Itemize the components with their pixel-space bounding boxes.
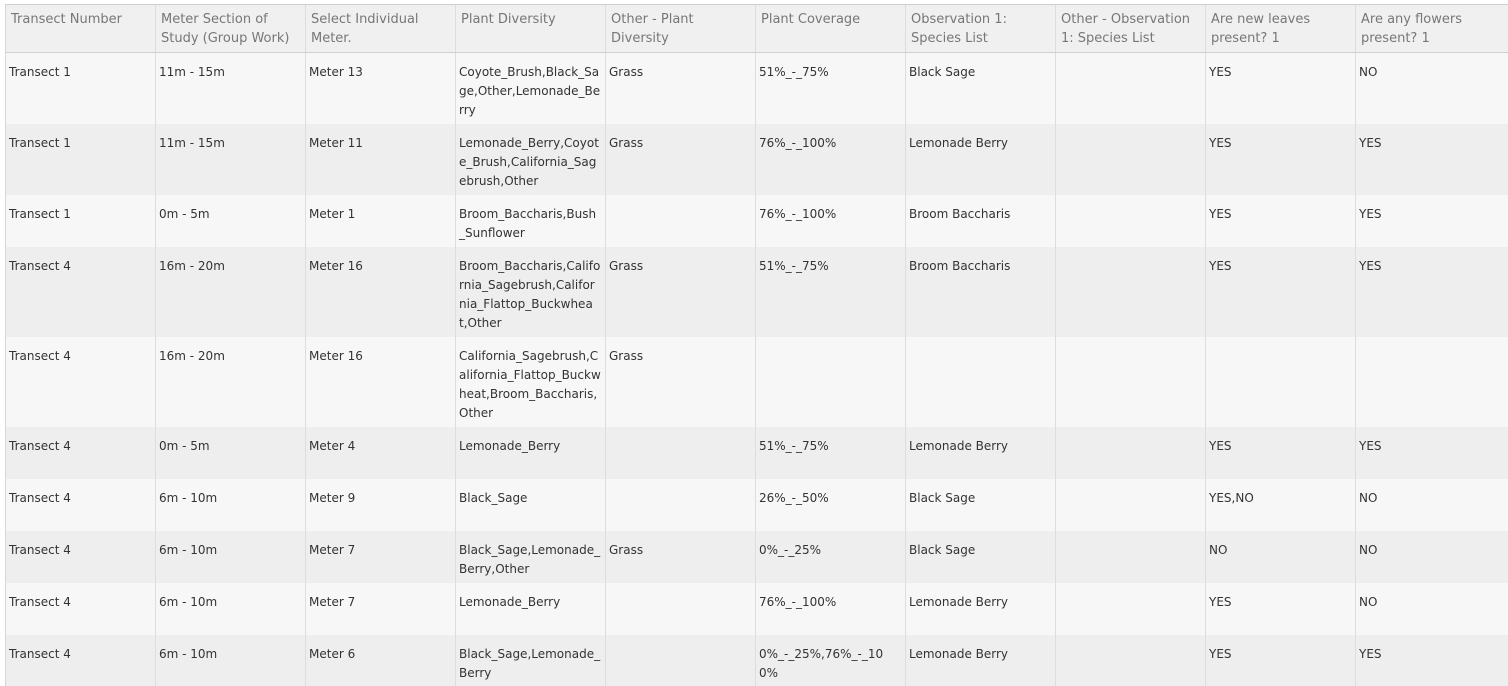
table-cell bbox=[1056, 53, 1206, 124]
table-cell: Broom_Baccharis,California_Sagebrush,California_Flattop_Buckwheat,Other bbox=[456, 247, 606, 337]
table-cell: Meter 11 bbox=[306, 124, 456, 195]
table-cell bbox=[606, 479, 756, 531]
table-cell: Coyote_Brush,Black_Sage,Other,Lemonade_Berry bbox=[456, 53, 606, 124]
table-cell: NO bbox=[1359, 65, 1378, 79]
table-cell bbox=[1056, 583, 1206, 635]
table-row[interactable] bbox=[6, 195, 1508, 247]
table-cell: 0%_-_25% bbox=[756, 531, 906, 583]
column-header-species-list[interactable]: Observation 1: Species List bbox=[906, 5, 1056, 52]
table-cell: Meter 13 bbox=[306, 53, 456, 124]
table-cell: YES bbox=[1359, 136, 1382, 150]
table-cell: YES bbox=[1206, 583, 1356, 635]
table-cell bbox=[1056, 427, 1206, 479]
table-cell: Black_Sage bbox=[456, 479, 606, 531]
table-cell: 6m - 10m bbox=[156, 531, 306, 583]
table-cell: 6m - 10m bbox=[156, 583, 306, 635]
table-cell: Meter 7 bbox=[306, 583, 456, 635]
table-cell: 11m - 15m bbox=[156, 124, 306, 195]
table-cell: Meter 16 bbox=[306, 247, 456, 337]
table-cell: Lemonade_Berry bbox=[456, 583, 606, 635]
table-cell: 51%_-_75% bbox=[756, 53, 906, 124]
table-cell: 76%_-_100% bbox=[756, 124, 906, 195]
table-row[interactable] bbox=[6, 53, 1508, 124]
table-row[interactable] bbox=[6, 635, 1508, 686]
table-cell bbox=[1056, 337, 1206, 427]
table-cell: Transect 4 bbox=[6, 337, 156, 427]
table-cell: Lemonade Berry bbox=[906, 124, 1056, 195]
column-header-other-plant-diversity[interactable]: Other - Plant Diversity bbox=[606, 5, 756, 52]
table-cell bbox=[1056, 247, 1206, 337]
table-cell: 51%_-_75% bbox=[756, 427, 906, 479]
table-cell: YES bbox=[1359, 647, 1382, 661]
table-cell bbox=[1056, 195, 1206, 247]
column-header-other-species-list[interactable]: Other - Observation 1: Species List bbox=[1056, 5, 1206, 52]
table-cell: Black_Sage,Lemonade_Berry,Other bbox=[456, 531, 606, 583]
table-cell: YES bbox=[1206, 427, 1356, 479]
table-cell: YES bbox=[1359, 439, 1382, 453]
table-cell bbox=[1056, 635, 1206, 686]
column-header-individual-meter[interactable]: Select Individual Meter. bbox=[306, 5, 456, 52]
table-cell: NO bbox=[1206, 531, 1356, 583]
table-cell: Lemonade Berry bbox=[906, 635, 1056, 686]
table-cell: Meter 16 bbox=[306, 337, 456, 427]
table-cell: Lemonade Berry bbox=[906, 583, 1056, 635]
table-cell: Transect 4 bbox=[6, 247, 156, 337]
table-cell bbox=[606, 635, 756, 686]
table-cell: 11m - 15m bbox=[156, 53, 306, 124]
table-cell: YES bbox=[1206, 53, 1356, 124]
table-cell: Transect 4 bbox=[6, 531, 156, 583]
table-cell: Grass bbox=[606, 337, 756, 427]
table-cell bbox=[906, 337, 1056, 427]
table-cell: Transect 4 bbox=[6, 479, 156, 531]
table-cell: Transect 4 bbox=[6, 635, 156, 686]
attribute-table bbox=[5, 4, 1508, 686]
table-cell: Grass bbox=[606, 247, 756, 337]
table-cell: California_Sagebrush,California_Flattop_Buckwheat,Broom_Baccharis,Other bbox=[456, 337, 606, 427]
table-cell: Transect 1 bbox=[6, 53, 156, 124]
table-cell: Broom Baccharis bbox=[906, 247, 1056, 337]
table-header-row bbox=[6, 5, 1508, 53]
table-cell: Lemonade Berry bbox=[906, 427, 1056, 479]
table-cell: Lemonade_Berry bbox=[456, 427, 606, 479]
table-cell: 76%_-_100% bbox=[756, 583, 906, 635]
table-cell: 26%_-_50% bbox=[756, 479, 906, 531]
table-cell: 16m - 20m bbox=[156, 247, 306, 337]
table-row[interactable] bbox=[6, 427, 1508, 479]
table-cell: 76%_-_100% bbox=[756, 195, 906, 247]
table-cell: 51%_-_75% bbox=[756, 247, 906, 337]
table-cell: Grass bbox=[606, 124, 756, 195]
table-cell: YES bbox=[1359, 207, 1382, 221]
table-cell: 0m - 5m bbox=[156, 427, 306, 479]
column-header-flowers[interactable]: Are any flowers present? 1 bbox=[1361, 12, 1463, 46]
table-cell bbox=[1206, 337, 1356, 427]
table-cell: Meter 9 bbox=[306, 479, 456, 531]
column-header-plant-diversity[interactable]: Plant Diversity bbox=[456, 5, 606, 52]
table-cell bbox=[606, 195, 756, 247]
table-row[interactable] bbox=[6, 247, 1508, 337]
table-cell: Meter 6 bbox=[306, 635, 456, 686]
table-cell: Meter 4 bbox=[306, 427, 456, 479]
table-cell: Black Sage bbox=[906, 53, 1056, 124]
column-header-new-leaves[interactable]: Are new leaves present? 1 bbox=[1206, 5, 1356, 52]
table-cell: Transect 4 bbox=[6, 583, 156, 635]
table-cell: YES bbox=[1206, 195, 1356, 247]
column-header-meter-section[interactable]: Meter Section of Study (Group Work) bbox=[156, 5, 306, 52]
table-cell: YES bbox=[1206, 124, 1356, 195]
column-header-transect-number[interactable]: Transect Number bbox=[6, 5, 156, 52]
table-cell: Transect 1 bbox=[6, 124, 156, 195]
table-cell: NO bbox=[1359, 491, 1378, 505]
table-cell: Grass bbox=[606, 531, 756, 583]
table-cell: 16m - 20m bbox=[156, 337, 306, 427]
table-cell: NO bbox=[1359, 595, 1378, 609]
table-row[interactable] bbox=[6, 124, 1508, 195]
table-row[interactable] bbox=[6, 583, 1508, 635]
table-cell: 6m - 10m bbox=[156, 635, 306, 686]
table-cell: Black Sage bbox=[906, 531, 1056, 583]
table-cell: Transect 4 bbox=[6, 427, 156, 479]
table-cell: NO bbox=[1359, 543, 1378, 557]
table-cell: 0%_-_25%,76%_-_100% bbox=[756, 635, 906, 686]
table-cell: Meter 1 bbox=[306, 195, 456, 247]
table-cell: YES bbox=[1359, 259, 1382, 273]
table-cell: Black_Sage,Lemonade_Berry bbox=[456, 635, 606, 686]
table-row[interactable] bbox=[6, 531, 1508, 583]
table-cell: YES bbox=[1206, 247, 1356, 337]
table-cell bbox=[1356, 337, 1508, 427]
table-row[interactable] bbox=[6, 337, 1508, 427]
table-cell: Grass bbox=[606, 53, 756, 124]
table-cell: Broom_Baccharis,Bush_Sunflower bbox=[456, 195, 606, 247]
table-cell: Broom Baccharis bbox=[906, 195, 1056, 247]
table-cell: Meter 7 bbox=[306, 531, 456, 583]
table-cell bbox=[1056, 479, 1206, 531]
table-cell: 0m - 5m bbox=[156, 195, 306, 247]
table-cell: 6m - 10m bbox=[156, 479, 306, 531]
table-cell: YES,NO bbox=[1206, 479, 1356, 531]
table-cell bbox=[1056, 531, 1206, 583]
table-cell: YES bbox=[1206, 635, 1356, 686]
table-cell: Transect 1 bbox=[6, 195, 156, 247]
table-cell bbox=[1056, 124, 1206, 195]
table-cell: Lemonade_Berry,Coyote_Brush,California_Sagebrush,Other bbox=[456, 124, 606, 195]
table-row[interactable] bbox=[6, 479, 1508, 531]
table-cell bbox=[606, 427, 756, 479]
table-cell bbox=[756, 337, 906, 427]
column-header-plant-coverage[interactable]: Plant Coverage bbox=[756, 5, 906, 52]
table-cell bbox=[606, 583, 756, 635]
table-cell: Black Sage bbox=[906, 479, 1056, 531]
